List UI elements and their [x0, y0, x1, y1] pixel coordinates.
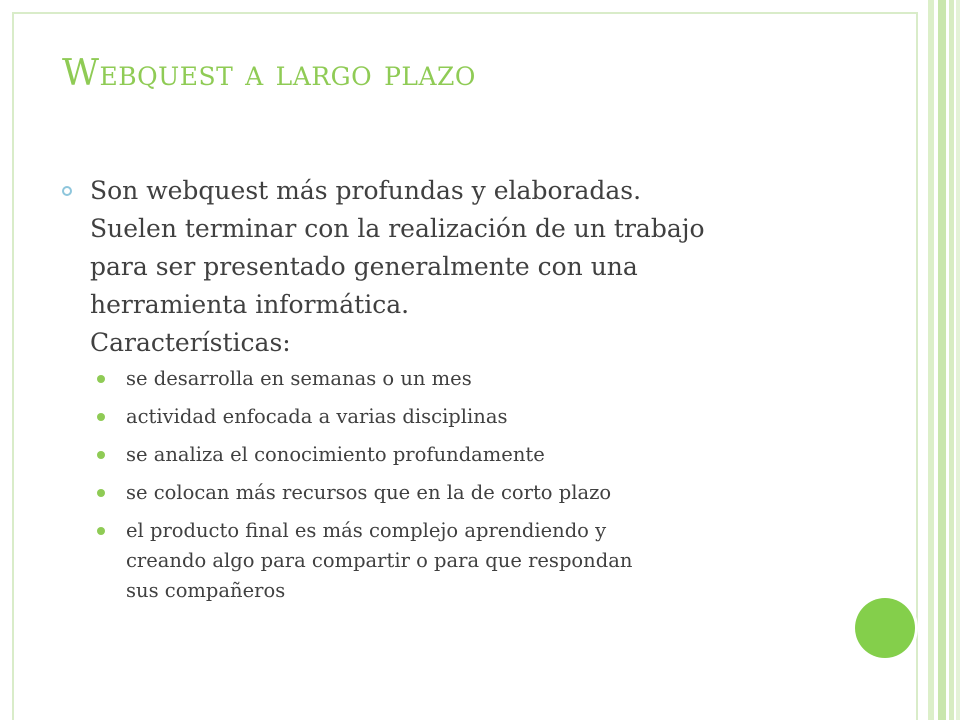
- text-line: para ser presentado generalmente con una: [90, 252, 638, 281]
- text-line: Son webquest más profundas y elaboradas.: [90, 176, 642, 205]
- sub-bullet-item: [62, 440, 842, 470]
- text-line: se desarrolla en semanas o un mes: [126, 367, 472, 390]
- text-line: herramienta informática.: [90, 290, 410, 319]
- text-line: Características:: [90, 328, 291, 357]
- text-line: el producto final es más complejo aprendiendo y: [126, 519, 607, 542]
- main-bullet-point: [62, 172, 842, 362]
- text-line: Suelen terminar con la realización de un trabajo: [90, 214, 705, 243]
- green-circle-decoration: [855, 598, 915, 658]
- filled-dot-bullet-icon: [97, 451, 105, 459]
- text-line: creando algo para compartir o para que respondan: [126, 549, 633, 572]
- sub-bullet-item: [62, 478, 842, 508]
- decorative-stripes: [918, 0, 960, 720]
- text-line: se analiza el conocimiento profundamente: [126, 443, 545, 466]
- sub-bullet-item: [62, 364, 842, 394]
- text-line: se colocan más recursos que en la de corto plazo: [126, 481, 612, 504]
- filled-dot-bullet-icon: [97, 489, 105, 497]
- text-line: sus compañeros: [126, 579, 286, 602]
- filled-dot-bullet-icon: [97, 413, 105, 421]
- hollow-circle-bullet-icon: [62, 186, 72, 196]
- filled-dot-bullet-icon: [97, 375, 105, 383]
- text-line: actividad enfocada a varias disciplinas: [126, 405, 508, 428]
- slide-content: [62, 172, 842, 606]
- slide-title: Webquest a largo plazo: [62, 53, 476, 94]
- sub-bullet-item: [62, 516, 842, 606]
- sub-bullet-item: [62, 402, 842, 432]
- filled-dot-bullet-icon: [97, 527, 105, 535]
- sub-bullet-list: [62, 364, 842, 606]
- main-bullet-text: [90, 172, 842, 362]
